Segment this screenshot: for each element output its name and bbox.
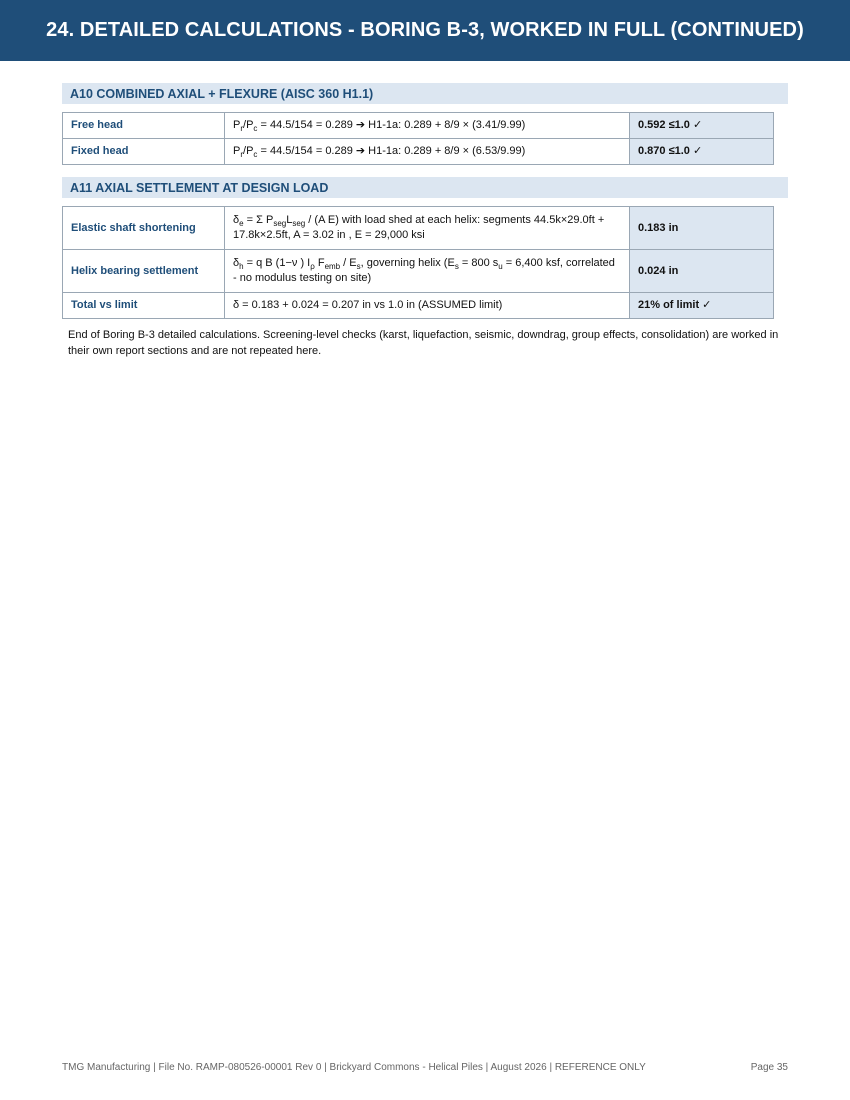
section-heading-a10: A10 COMBINED AXIAL + FLEXURE (AISC 360 H1.1) (62, 83, 788, 104)
row-label: Total vs limit (63, 293, 225, 319)
result-cell: 0.183 in (630, 207, 774, 250)
table-row (63, 293, 774, 319)
row-label: Free head (63, 113, 225, 139)
result-cell: 0.870 ≤1.0 ✓ (630, 139, 774, 165)
equation-cell: $P_r/P_c = 44.5/154 = 0.289$ ➔ H1-1a: 0.289 + 8/9 × (6.53/9.99) (225, 139, 630, 165)
result-cell: 0.024 in (630, 250, 774, 293)
equation-cell: $\delta_h = q$ B (1−ν ) $I_\rho$ $F_{emb} / E_s$, governing helix ($E_s = 800$ $s_u = 6,400$ ksf, correlated - no modulus testing on site) (225, 250, 630, 293)
equation-cell: $P_r/P_c = 44.5/154 = 0.289$ ➔ H1-1a: 0.289 + 8/9 × (3.41/9.99) (225, 113, 630, 139)
equation-cell: δ = 0.183 + 0.024 = 0.207 in vs 1.0 in (ASSUMED limit) (225, 293, 630, 319)
table-row (63, 113, 774, 139)
table-axial-settlement (62, 206, 774, 319)
result-cell: 21% of limit ✓ (630, 293, 774, 319)
page-number: Page 35 (750, 1062, 788, 1073)
equation-cell: $\delta_e = \Sigma$ $P_{seg}L_{seg} / (A$ E) with load shed at each helix: segments 44.5k×29.0ft + 17.8k×2.5ft, A = 3.02 in , E = 29,000 ksi (225, 207, 630, 250)
table-row (63, 250, 774, 293)
page-title: 24. DETAILED CALCULATIONS - BORING B-3, WORKED IN FULL (CONTINUED) (46, 19, 804, 41)
section-heading-a11: A11 AXIAL SETTLEMENT AT DESIGN LOAD (62, 177, 788, 198)
result-cell: 0.592 ≤1.0 ✓ (630, 113, 774, 139)
row-label: Helix bearing settlement (63, 250, 225, 293)
table-row (63, 139, 774, 165)
closing-note: End of Boring B-3 detailed calculations. Screening-level checks (karst, liquefaction, seismic, downdrag, group effects, consolidation) are worked in their own report sections and are not repeated here. (68, 329, 779, 357)
row-label: Fixed head (63, 139, 225, 165)
table-row (63, 207, 774, 250)
footer-document-info: TMG Manufacturing | File No. RAMP-080526-00001 Rev 0 | Brickyard Commons - Helical Piles | August 2026 | REFERENCE ONLY (62, 1062, 646, 1073)
page-header-banner (0, 0, 850, 61)
row-label: Elastic shaft shortening (63, 207, 225, 250)
table-combined-axial-flexure (62, 112, 774, 165)
